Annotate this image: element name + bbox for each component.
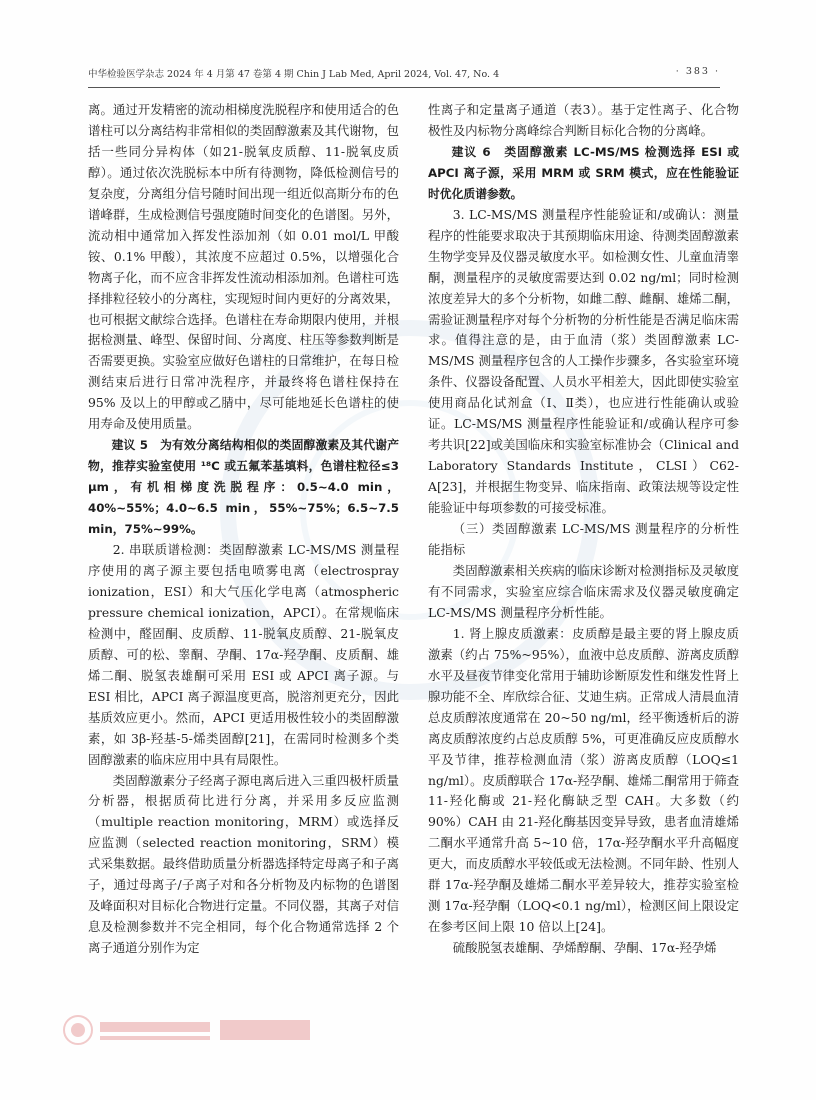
left-column <box>88 100 399 959</box>
body-paragraph: 类固醇激素相关疾病的临床诊断对检测指标及灵敏度有不同需求，实验室应综合临床需求及仪器灵敏度确定 LC-MS/MS 测量程序分析性能。 <box>428 562 739 620</box>
recommendation-paragraph: 建议 5 为有效分离结构相似的类固醇激素及其代谢产物，推荐实验室使用 ¹⁸C 或五氟苯基填料，色谱柱粒径≤3 μm，有机相梯度洗脱程序：0.5~4.0 min，40%~55%；4.0~6.5 min，55%~75%；6.5~7.5 min，75%~99%。 <box>88 438 399 537</box>
publisher-logo-watermark <box>60 1012 320 1048</box>
body-paragraph: （三）类固醇激素 LC-MS/MS 测量程序的分析性能指标 <box>428 521 739 558</box>
recommendation-paragraph: 建议 6 类固醇激素 LC-MS/MS 检测选择 ESI 或 APCI 离子源，采用 MRM 或 SRM 模式，应在性能验证时优化质谱参数。 <box>428 144 739 201</box>
body-paragraph: 2. 串联质谱检测：类固醇激素 LC-MS/MS 测量程序使用的离子源主要包括电喷雾电离（electrospray ionization，ESI）和大气压化学电离（atmospheric pressure chemical ionization，APCI）。在常规临床检测中，醛固酮、皮质醇、11-脱氧皮质醇、21-脱氧皮质醇、可的松、睾酮、孕酮、17α-羟孕酮、皮质酮、雄烯二酮、脱氢表雄酮可采用 ESI 或 APCI 离子源。与 ESI 相比，APCI 离子源温度更高，脱溶剂更充分，因此基质效应更小。然而，APCI 更适用极性较小的类固醇激素，如 3β-羟基-5-烯类固醇[21]，在需同时检测多个类固醇激素的临床应用中具有局限性。 <box>88 542 399 767</box>
right-column <box>428 100 739 959</box>
body-paragraph: 类固醇激素分子经离子源电离后进入三重四极杆质量分析器，根据质荷比进行分离，并采用多反应监测（multiple reaction monitoring，MRM）或选择反应监测（selected reaction monitoring，SRM）模式采集数据。最终借助质量分析器选择特定母离子和子离子，通过母离子/子离子对和各分析物及内标物的色谱图及峰面积对目标化合物进行定量。不同仪器，其离子对信息及检测参数并不完全相同，每个化合物通常选择 2 个离子通道分别作为定 <box>88 772 399 956</box>
body-paragraph: 离。通过开发精密的流动相梯度洗脱程序和使用适合的色谱柱可以分离结构非常相似的类固醇激素及其代谢物，包括一些同分异构体（如21-脱氧皮质醇、11-脱氧皮质醇）。通过依次洗脱标本中所有待测物，降低检测信号的复杂度，分离组分信号随时间出现一组近似高斯分布的色谱峰群，生成检测信号强度随时间变化的色谱图。另外，流动相中通常加入挥发性添加剂（如 0.01 mol/L 甲酸铵、0.1% 甲酸），其浓度不应超过 0.5%，以增强化合物离子化，而不应含非挥发性流动相添加剂。色谱柱可选择排粒径较小的分离柱，实现短时间内更好的分离效果，也可根据文献综合选择。色谱柱在寿命期限内使用，并根据检测量、峰型、保留时间、分离度、柱压等参数判断是否需要更换。实验室应做好色谱柱的日常维护，在每日检测结束后进行日常冲洗程序，并最终将色谱柱保持在 95% 及以上的甲醇或乙腈中，尽可能地延长色谱柱的使用寿命及使用质量。 <box>88 102 399 432</box>
journal-citation: 中华检验医学杂志 2024 年 4 月第 47 卷第 4 期 Chin J Lab Med, April 2024, Vol. 47, No. 4 <box>88 69 500 80</box>
running-header <box>88 66 720 82</box>
header-rule <box>88 87 720 88</box>
body-paragraph: 硫酸脱氢表雄酮、孕烯醇酮、孕酮、17α-羟孕烯 <box>452 940 717 956</box>
body-paragraph: 3. LC-MS/MS 测量程序性能验证和/或确认：测量程序的性能要求取决于其预期临床用途、待测类固醇激素生物学变异及仪器灵敏度水平。如检测女性、儿童血清睾酮，测量程序的灵敏度需要达到 0.02 ng/ml；同时检测浓度差异大的多个分析物，如雌二醇、雌酮、雄烯二酮，需验证测量程序对每个分析物的分析性能是否满足临床需求。值得注意的是，由于血清（浆）类固醇激素 LC-MS/MS 测量程序包含的人工操作步骤多，各实验室环境条件、仪器设备配置、人员水平相差大，因此即使实验室使用商品化试剂盒（Ⅰ、Ⅱ类），也应进行性能确认或验证。LC-MS/MS 测量程序性能验证和/或确认程序可参考共识[22]或美国临床和实验室标准协会（Clinical and Laboratory Standards Institute，CLSI）C62-A[23]，并根据生物变异、临床指南、政策法规等设定性能验证中每项参数的可接受标准。 <box>428 206 739 516</box>
page-number: · 383 · <box>675 66 720 77</box>
body-paragraph: 性离子和定量离子通道（表3）。基于定性离子、化合物极性及内标物分离峰综合判断目标化合物的分离峰。 <box>428 102 739 138</box>
body-paragraph: 1. 肾上腺皮质激素：皮质醇是最主要的肾上腺皮质激素（约占 75%~95%），血液中总皮质醇、游离皮质醇水平及昼夜节律变化常用于辅助诊断原发性和继发性肾上腺功能不全、库欣综合征、艾迪生病。正常成人清晨血清总皮质醇浓度通常在 20~50 ng/ml，经平衡透析后的游离皮质醇浓度约占总皮质醇 5%，可更准确反应皮质醇水平及节律，推荐检测血清（浆）游离皮质醇（LOQ≤1 ng/ml）。皮质醇联合 17α-羟孕酮、雄烯二酮常用于筛查 11-羟化酶或 21-羟化酶缺乏型 CAH。大多数（约 90%）CAH 由 21-羟化酶基因变异导致，患者血清雄烯二酮水平通常升高 5~10 倍，17α-羟孕酮水平升高幅度更大，而皮质醇水平较低或无法检测。不同年龄、性别人群 17α-羟孕酮及雄烯二酮水平差异较大，推荐实验室检测 17α-羟孕酮（LOQ<0.1 ng/ml），检测区间上限设定在参考区间上限 10 倍以上[24]。 <box>428 625 740 935</box>
